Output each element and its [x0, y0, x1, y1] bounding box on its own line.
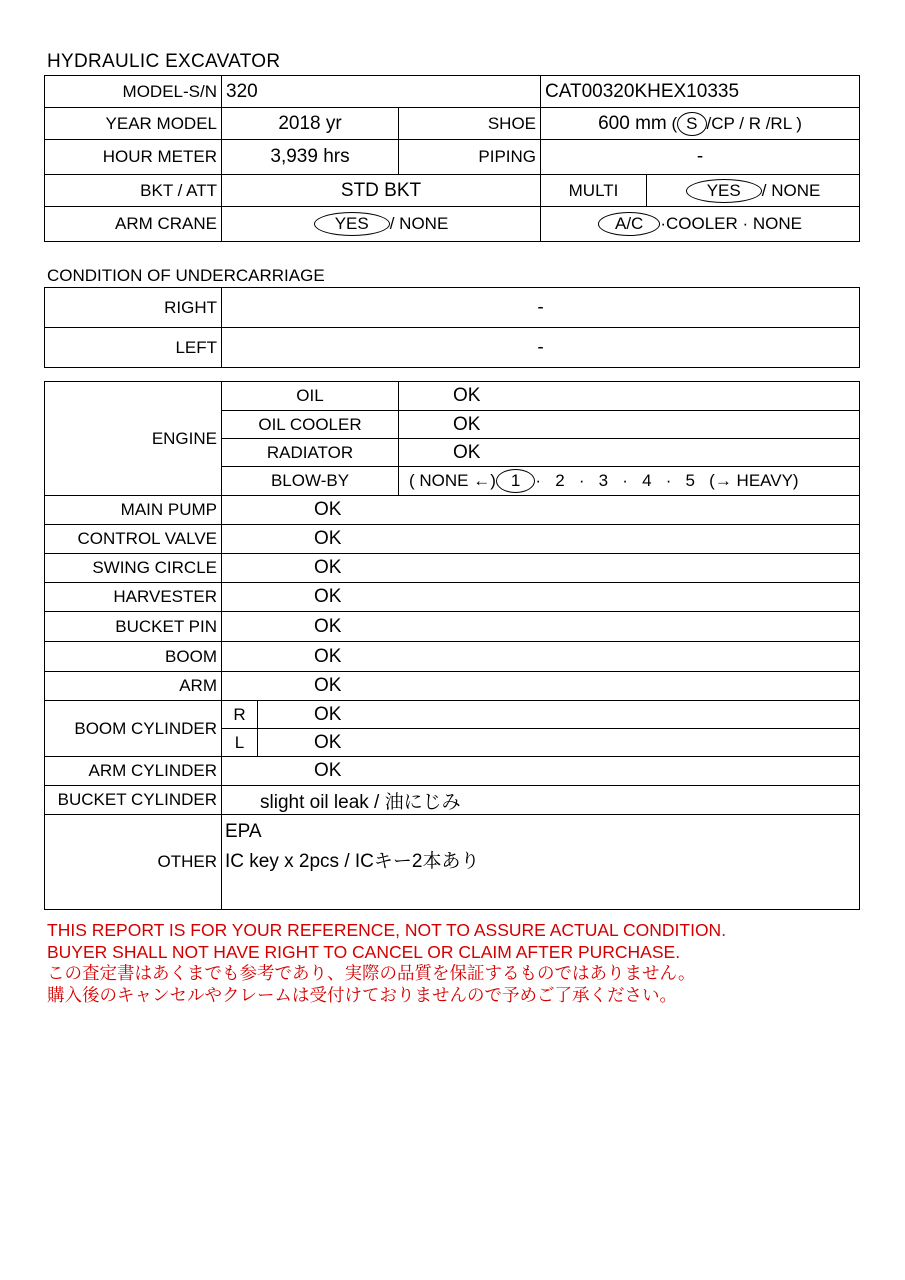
- main-pump-value: OK: [222, 496, 860, 525]
- shoe-other-options: /CP / R /RL ): [706, 113, 802, 133]
- oil-value: OK: [399, 382, 860, 411]
- disclaimer: [47, 920, 726, 1006]
- boom-cylinder-l-value: OK: [258, 729, 860, 757]
- swing-circle-label: SWING CIRCLE: [45, 554, 222, 583]
- shoe-cell: [541, 108, 860, 140]
- disclaimer-line-3: この査定書はあくまでも参考であり、実際の品質を保証するものではありません。: [47, 963, 696, 983]
- piping-value: -: [541, 140, 860, 175]
- shoe-size: 600 mm: [598, 112, 667, 134]
- blowby-scale: [399, 467, 860, 496]
- shoe-label: SHOE: [399, 108, 541, 140]
- oil-cooler-label: OIL COOLER: [222, 411, 399, 439]
- blowby-label: BLOW-BY: [222, 467, 399, 496]
- hours-value: 3,939 hrs: [222, 140, 399, 175]
- bucket-pin-label: BUCKET PIN: [45, 612, 222, 642]
- shoe-selected-option: S: [677, 112, 706, 136]
- left-label: LEFT: [45, 328, 222, 368]
- undercarriage-table: [44, 287, 860, 368]
- radiator-label: RADIATOR: [222, 439, 399, 467]
- serial-value: CAT00320KHEX10335: [541, 76, 860, 108]
- multi-label: MULTI: [541, 175, 647, 207]
- engine-label: ENGINE: [45, 382, 222, 496]
- harvester-label: HARVESTER: [45, 583, 222, 612]
- bucket-pin-value: OK: [222, 612, 860, 642]
- multi-rest: / NONE: [761, 180, 821, 200]
- arm-value: OK: [222, 672, 860, 701]
- multi-cell: [647, 175, 860, 207]
- machine-info-table: [44, 75, 860, 242]
- boom-cylinder-label: BOOM CYLINDER: [45, 701, 222, 757]
- left-value: -: [222, 328, 860, 368]
- other-line-1: EPA: [225, 821, 262, 842]
- boom-cylinder-r-value: OK: [258, 701, 860, 729]
- harvester-value: OK: [222, 583, 860, 612]
- arm-crane-label: ARM CRANE: [45, 207, 222, 242]
- bucket-cylinder-value: slight oil leak / 油にじみ: [222, 786, 860, 815]
- hour-label: HOUR METER: [45, 140, 222, 175]
- multi-selected: YES: [686, 179, 762, 203]
- arm-crane-cell: [222, 207, 541, 242]
- ac-cell: [541, 207, 860, 242]
- shoe-open-paren: (: [671, 113, 678, 133]
- boom-value: OK: [222, 642, 860, 672]
- blowby-rest: · 2 · 3 · 4 · 5 (→ HEAVY): [535, 471, 799, 490]
- arm-crane-rest: / NONE: [389, 214, 449, 233]
- arm-cylinder-value: OK: [222, 757, 860, 786]
- radiator-value: OK: [399, 439, 860, 467]
- right-value: -: [222, 288, 860, 328]
- arm-label: ARM: [45, 672, 222, 701]
- swing-circle-value: OK: [222, 554, 860, 583]
- arm-cylinder-label: ARM CYLINDER: [45, 757, 222, 786]
- disclaimer-line-2: BUYER SHALL NOT HAVE RIGHT TO CANCEL OR CLAIM AFTER PURCHASE.: [47, 941, 681, 962]
- page-title: HYDRAULIC EXCAVATOR: [47, 51, 281, 72]
- bkt-value: STD BKT: [222, 175, 541, 207]
- blowby-prefix: ( NONE ←): [409, 471, 496, 490]
- boom-label: BOOM: [45, 642, 222, 672]
- boom-cylinder-r-label: R: [222, 701, 258, 729]
- arm-crane-selected: YES: [314, 212, 390, 236]
- year-value: 2018 yr: [222, 108, 399, 140]
- ac-rest: ·COOLER · NONE: [660, 214, 803, 233]
- inspection-table: [44, 381, 860, 910]
- control-valve-value: OK: [222, 525, 860, 554]
- disclaimer-line-4: 購入後のキャンセルやクレームは受付けておりませんので予めご了承ください。: [47, 984, 677, 1005]
- model-value: 320: [222, 76, 541, 108]
- bkt-label: BKT / ATT: [45, 175, 222, 207]
- oil-label: OIL: [222, 382, 399, 411]
- oil-cooler-value: OK: [399, 411, 860, 439]
- undercarriage-title: CONDITION OF UNDERCARRIAGE: [47, 266, 325, 285]
- bucket-cylinder-label: BUCKET CYLINDER: [45, 786, 222, 815]
- piping-label: PIPING: [399, 140, 541, 175]
- boom-cylinder-l-label: L: [222, 729, 258, 757]
- other-line-2: IC key x 2pcs / ICキー2本あり: [225, 851, 480, 872]
- other-notes: [222, 815, 860, 910]
- other-label: OTHER: [45, 815, 222, 910]
- control-valve-label: CONTROL VALVE: [45, 525, 222, 554]
- ac-selected: A/C: [598, 212, 660, 236]
- main-pump-label: MAIN PUMP: [45, 496, 222, 525]
- model-sn-label: MODEL-S/N: [45, 76, 222, 108]
- disclaimer-line-1: THIS REPORT IS FOR YOUR REFERENCE, NOT TO ASSURE ACTUAL CONDITION.: [47, 920, 727, 940]
- year-label: YEAR MODEL: [45, 108, 222, 140]
- right-label: RIGHT: [45, 288, 222, 328]
- blowby-selected: 1: [496, 469, 535, 493]
